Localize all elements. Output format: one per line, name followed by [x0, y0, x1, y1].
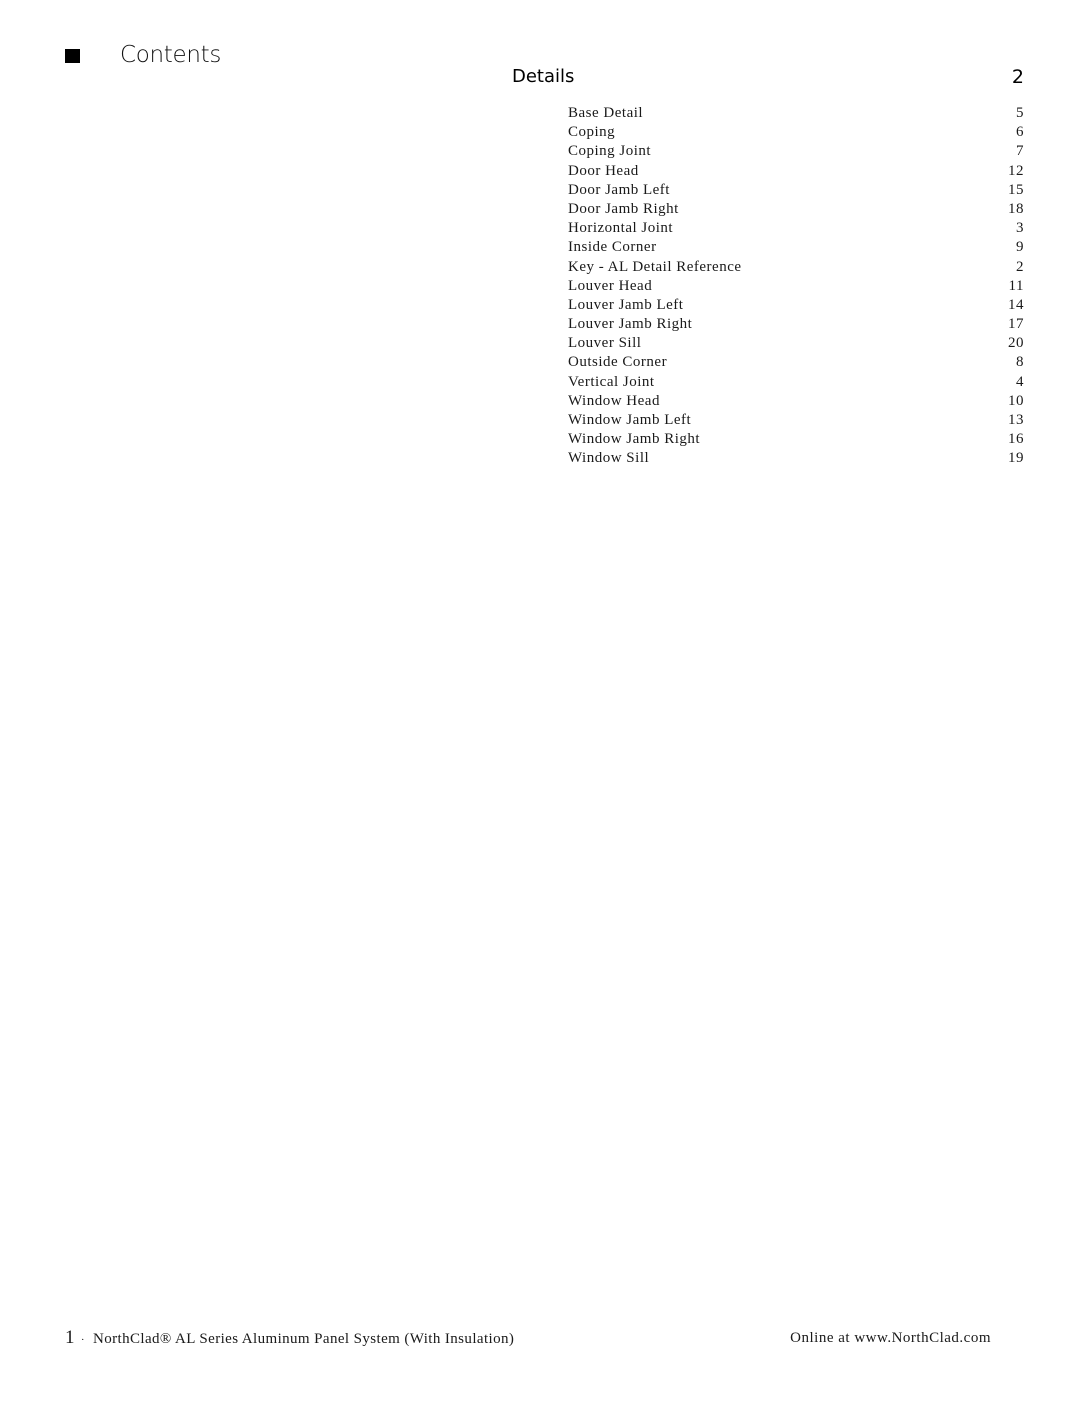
- toc-entry-label: Window Head: [568, 392, 660, 409]
- toc-entry[interactable]: [568, 219, 1024, 238]
- toc-entry[interactable]: [568, 449, 1024, 468]
- toc-entry-page: 14: [1008, 296, 1024, 313]
- toc-section-details[interactable]: [512, 64, 1024, 90]
- toc-entry[interactable]: [568, 315, 1024, 334]
- toc-entry[interactable]: [568, 162, 1024, 181]
- toc-entry[interactable]: [568, 430, 1024, 449]
- toc-entry-page: 7: [1016, 143, 1024, 160]
- toc-entry-page: 8: [1016, 354, 1024, 371]
- footer-separator: ·: [80, 1334, 85, 1346]
- page-title: Contents: [120, 42, 222, 68]
- toc-entry-label: Vertical Joint: [568, 373, 655, 390]
- footer-document-info: [65, 1327, 514, 1351]
- toc-entry[interactable]: [568, 296, 1024, 315]
- toc-entry-page: 6: [1016, 124, 1024, 141]
- toc-entry-page: 18: [1008, 200, 1024, 217]
- toc-list: [568, 104, 1024, 469]
- toc-entry[interactable]: [568, 411, 1024, 430]
- toc-entry[interactable]: [568, 277, 1024, 296]
- toc-entry-page: 2: [1016, 258, 1024, 275]
- toc-entry-label: Horizontal Joint: [568, 220, 674, 237]
- toc-entry-label: Door Head: [568, 162, 639, 179]
- toc-entry-label: Louver Head: [568, 277, 653, 294]
- toc-entry-page: 19: [1008, 450, 1024, 467]
- footer-document-title: NorthClad® AL Series Aluminum Panel System (With Insulation): [92, 1331, 515, 1347]
- toc-entry-page: 13: [1008, 412, 1024, 428]
- toc-entry-label: Outside Corner: [568, 354, 668, 371]
- toc-entry[interactable]: [568, 353, 1024, 372]
- toc-entry-label: Inside Corner: [568, 239, 657, 256]
- section-marker-square: [65, 49, 80, 63]
- toc-entry[interactable]: [568, 200, 1024, 219]
- toc-entry-page: 11: [1008, 277, 1024, 294]
- toc-entry-label: Window Jamb Right: [568, 431, 701, 448]
- toc-entry[interactable]: [568, 238, 1024, 257]
- toc-entry[interactable]: [568, 373, 1024, 392]
- footer-page-number: 1: [65, 1327, 75, 1348]
- toc-entry-page: 3: [1016, 220, 1024, 237]
- toc-entry-page: 15: [1008, 181, 1024, 198]
- toc-entry[interactable]: [568, 181, 1024, 200]
- toc-entry[interactable]: [568, 258, 1024, 277]
- toc-entry[interactable]: [568, 123, 1024, 142]
- toc-entry-label: Base Detail: [568, 105, 644, 121]
- toc-entry-page: 9: [1016, 239, 1024, 256]
- toc-entry-page: 10: [1008, 392, 1024, 409]
- toc-entry-label: Window Jamb Left: [568, 412, 692, 428]
- toc-entry-label: Key - AL Detail Reference: [568, 258, 742, 275]
- toc-entry[interactable]: [568, 142, 1024, 161]
- toc-entry[interactable]: [568, 392, 1024, 411]
- footer-website[interactable]: Online at www.NorthClad.com: [790, 1330, 991, 1346]
- toc-entry-label: Louver Sill: [568, 335, 642, 352]
- toc-entry-page: 16: [1008, 431, 1024, 448]
- toc-entry-label: Coping Joint: [568, 143, 652, 160]
- toc-entry-label: Louver Jamb Left: [568, 296, 684, 313]
- toc-section-page: 2: [1011, 66, 1024, 88]
- toc-entry-page: 17: [1008, 316, 1024, 333]
- toc-entry-label: Door Jamb Right: [568, 200, 679, 217]
- toc-entry-label: Coping: [568, 124, 616, 141]
- toc-entry[interactable]: [568, 104, 1024, 123]
- toc-entry-label: Door Jamb Left: [568, 181, 670, 198]
- toc-section-label: Details: [512, 66, 575, 87]
- toc-entry[interactable]: [568, 334, 1024, 353]
- toc-entry-label: Louver Jamb Right: [568, 316, 693, 333]
- toc-entry-page: 12: [1008, 162, 1024, 179]
- toc-entry-page: 5: [1016, 105, 1024, 121]
- toc-entry-label: Window Sill: [568, 450, 650, 467]
- toc-entry-page: 4: [1016, 373, 1024, 390]
- toc-entry-page: 20: [1008, 335, 1024, 352]
